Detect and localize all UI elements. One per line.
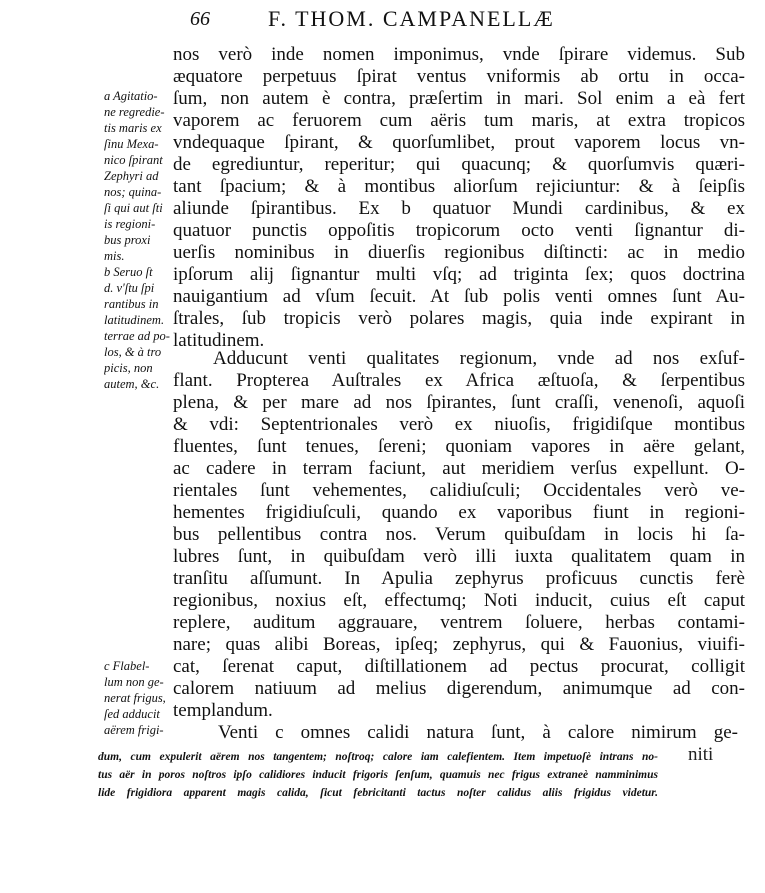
footnote-line: tus aër in poros noſtros ipſo calidiores inducit frigoris ſenſum, quamuis nec frigus extraneè namminimus <box>98 769 658 781</box>
main-text-line: ſum, non autem è contra, præſertim in mari. Sol enim a eà fert <box>173 88 745 109</box>
main-text-line: de egrediuntur, reperitur; qui quacunq; & quorſumvis quæri- <box>173 154 745 175</box>
margin-note-line: b Seruo ſt <box>104 265 153 279</box>
main-text-line: fluentes, ſunt tenues, ſereni; quoniam vapores in aëre gelant, <box>173 436 745 457</box>
margin-note-line: ſed adducit <box>104 707 160 721</box>
margin-note-line: rantibus in <box>104 297 159 311</box>
page-number: 66 <box>190 8 210 30</box>
running-head: F. THOM. CAMPANELLÆ <box>268 6 555 31</box>
margin-note-line: autem, &c. <box>104 377 160 391</box>
main-text-line: templandum. <box>173 700 273 721</box>
main-text-line: uerſis nominibus in diuerſis regionibus diſtincti: ac in medio <box>173 242 745 263</box>
main-text-line: regionibus, noxius eſt, effectumq; Noti inducit, cuius eſt caput <box>173 590 745 611</box>
main-text-line: rientales ſunt vehementes, calidiuſculi; Occidentales verò ve- <box>173 480 745 501</box>
main-text-line: hementes frigidiuſculi, quando ex vaporibus fiunt in regioni- <box>173 502 745 523</box>
main-text-line: æquatore perpetuus ſpirat ventus vniformis ab ortu in occa- <box>173 66 745 87</box>
main-text-line: & vdi: Septentrionales verò ex niuoſis, frigidiſque montibus <box>173 414 745 435</box>
main-text-line: quatuor punctis oppoſitis tropicorum octo venti ſignantur di- <box>173 220 745 241</box>
margin-note-line: is regioni- <box>104 217 156 231</box>
main-text-line: replere, auditum aggrauare, ventrem ſoluere, herbas contami- <box>173 612 745 633</box>
margin-note-line: nerat frigus, <box>104 691 166 705</box>
main-text-line: ac cadere in terram faciunt, aut meridiem verſus expellunt. O- <box>173 458 745 479</box>
margin-note-line: Zephyri ad <box>104 169 159 183</box>
margin-note-line: ſinu Mexa- <box>104 137 159 151</box>
main-text-line: calorem natiuum ad melius digerendum, animumque ad con- <box>173 678 745 699</box>
main-text-line: ipſorum alij ſignantur multi vſq; ad triginta ſex; quos doctrina <box>173 264 745 285</box>
margin-note-line: nos; quina- <box>104 185 162 199</box>
main-text-line: tranſitu aſſumunt. In Apulia zephyrus proficuus cunctis ferè <box>173 568 745 589</box>
margin-note-line: c Flabel- <box>104 659 150 673</box>
main-text-line: bus pellentibus contra nos. Verum quibuſdam in locis hi ſa- <box>173 524 745 545</box>
main-text-line: nauigantium ad vſum ſecuit. At ſub polis venti omnes ſunt Au- <box>173 286 745 307</box>
main-text-line: plena, & per mare ad nos ſpirantes, ſunt craſſi, venenoſi, aquoſi <box>173 392 745 413</box>
main-text-line: cat, ſerenat caput, diſtillationem ad pectus procurat, colligit <box>173 656 745 677</box>
main-text-line: Adducunt venti qualitates regionum, vnde ad nos exſuf- <box>213 348 745 369</box>
margin-note-line: nico ſpirant <box>104 153 163 167</box>
main-text-line: aliunde ſpirantibus. Ex b quatuor Mundi cardinibus, & ex <box>173 198 745 219</box>
margin-note-line: aërem frigi- <box>104 723 164 737</box>
main-text-line: flant. Propterea Auſtrales ex Africa æſtuoſa, & ſerpentibus <box>173 370 745 391</box>
main-text-line: lubres ſunt, in quibuſdam verò illi iuxta qualitatem quam in <box>173 546 745 567</box>
margin-note-line: ſi qui aut ſti <box>104 201 163 215</box>
margin-note-line: los, & à tro <box>104 345 162 359</box>
margin-note-line: mis. <box>104 249 125 263</box>
main-text-line: latitudinem. <box>173 330 265 351</box>
margin-note-line: terrae ad po- <box>104 329 170 343</box>
footnote-line: dum, cum expulerit aërem nos tangentem; noſtroq; calore iam calefientem. Item impetuoſè intrans no- <box>98 751 658 763</box>
main-text-line: ſtrales, ſub tropicis verò polares magis, quia inde expirant in <box>173 308 745 329</box>
main-text-line: nare; quas alibi Boreas, ipſeq; zephyrus, qui & Fauonius, viuifi- <box>173 634 745 655</box>
margin-note-line: ne regredie- <box>104 105 165 119</box>
main-text-line: niti <box>688 744 714 765</box>
margin-note-line: picis, non <box>104 361 153 375</box>
margin-note-line: latitudinem. <box>104 313 165 327</box>
margin-note-line: a Agitatio- <box>104 89 158 103</box>
main-text-line: vaporem ac feruorem cum aëris tum maris, at extra tropicos <box>173 110 745 131</box>
main-text-line: nos verò inde nomen imponimus, vnde ſpirare videmus. Sub <box>173 44 745 65</box>
margin-note-line: d. v'ſtu ſpi <box>104 281 155 295</box>
footnote-line: lide frigidiora apparent magis calida, ſicut febricitanti tactus noſter calidus aliis frigidus videtur. <box>98 787 658 799</box>
main-text-line: vndequaque ſpirant, & quorſumlibet, prout vaporem locus vn- <box>173 132 745 153</box>
margin-note-line: tis maris ex <box>104 121 162 135</box>
margin-note-line: lum non ge- <box>104 675 164 689</box>
main-text-line: Venti c omnes calidi natura ſunt, à calore nimirum ge- <box>218 722 738 743</box>
margin-note-line: bus proxi <box>104 233 151 247</box>
main-text-line: tant ſpacium; & à montibus aliorſum rejiciuntur: & à ſeipſis <box>173 176 745 197</box>
